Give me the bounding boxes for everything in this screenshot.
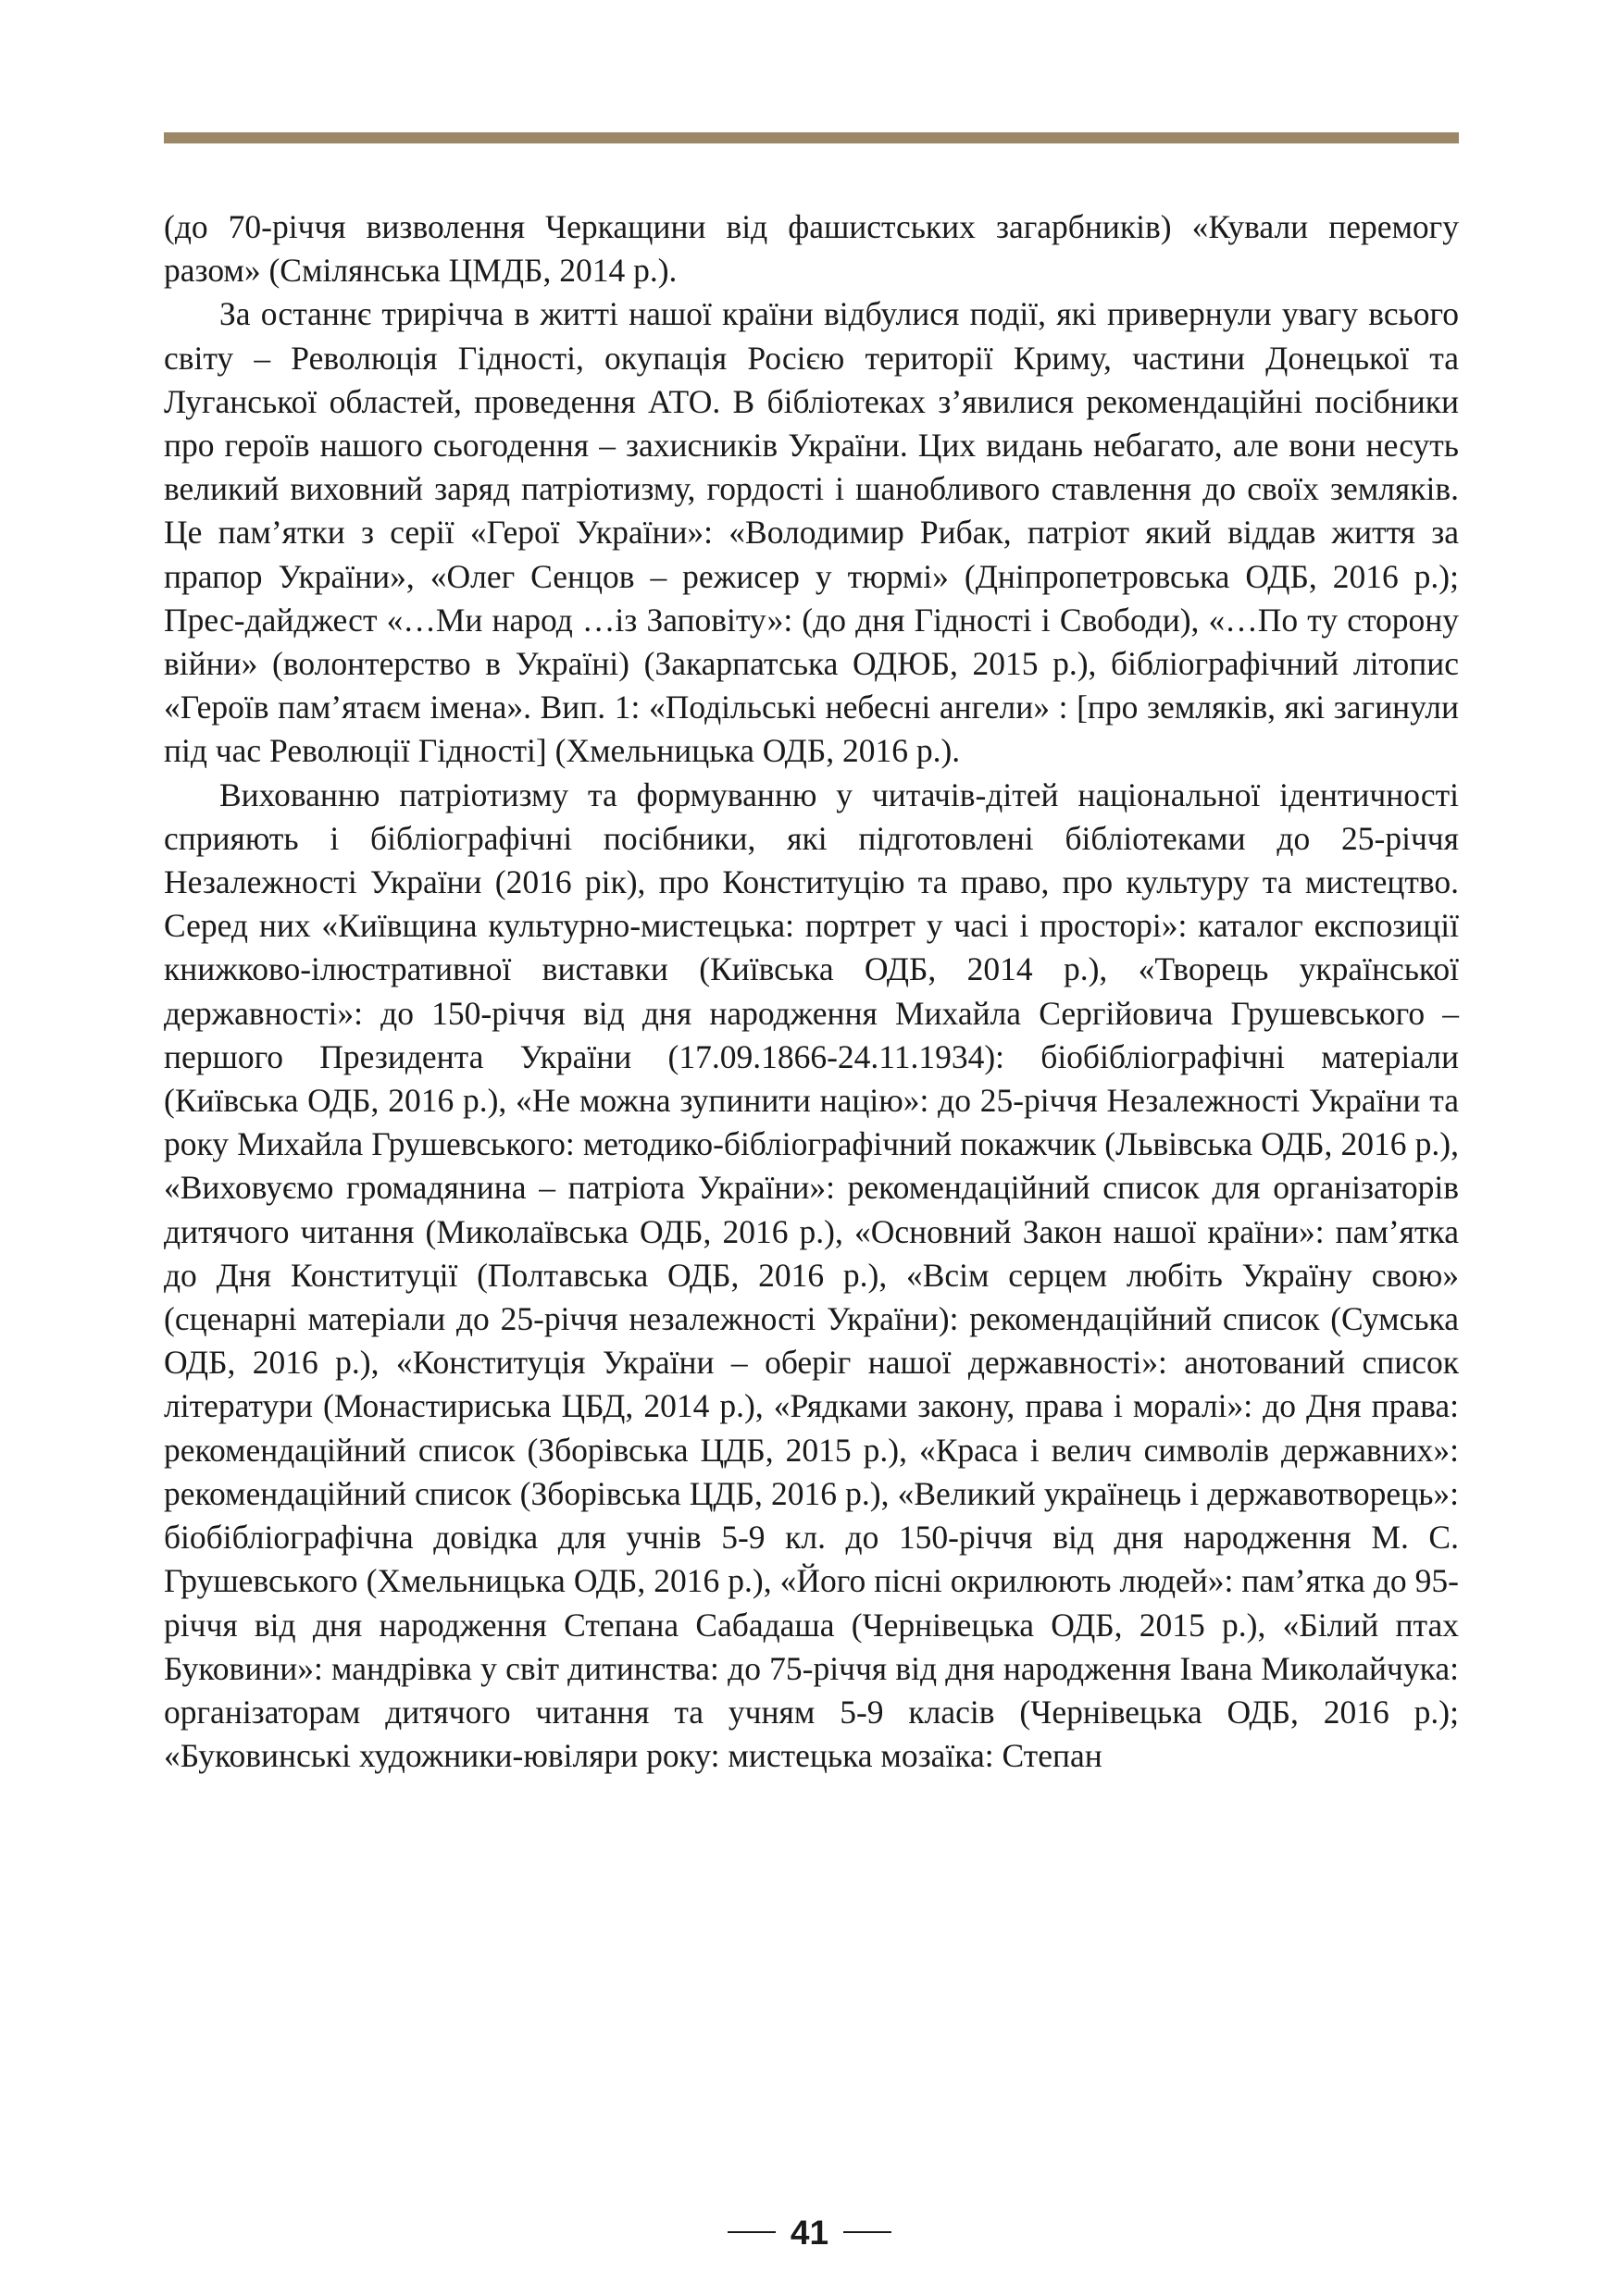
- body-text: [164, 205, 1459, 1778]
- footer-right-dash: [843, 2231, 891, 2233]
- page-number: 41: [790, 2213, 829, 2252]
- top-decorative-rule: [164, 132, 1459, 143]
- page-footer: [0, 2204, 1619, 2260]
- paragraph-patriotism: Вихованню патріотизму та формуванню у читачів-дітей національної ідентичності сприяють і бібліографічні посібники, які підготовлені бібліотеками до 25-річчя Незалежності України (2016 рік), про Конституцію та право, про культуру та мистецтво. Серед них «Київщина культурно-мистецька: портрет у часі і просторі»: каталог експозиції книжково-ілюстративної виставки (Київська ОДБ, 2014 р.), «Творець української державності»: до 150-річчя від дня народження Михайла Сергійовича Грушевського – першого Президента України (17.09.1866-24.11.1934): біобібліографічні матеріали (Київська ОДБ, 2016 р.), «Не можна зупинити націю»: до 25-річчя Незалежності України та року Михайла Грушевського: методико-бібліографічний покажчик (Львівська ОДБ, 2016 р.), «Виховуємо громадянина – патріота України»: рекомендаційний список для організаторів дитячого читання (Миколаївська ОДБ, 2016 р.), «Основний Закон нашої країни»: пам’ятка до Дня Конституції (Полтавська ОДБ, 2016 р.), «Всім серцем любіть Україну свою» (сценарні матеріали до 25-річчя незалежності України): рекомендаційний список (Сумська ОДБ, 2016 р.), «Конституція України – оберіг нашої державності»: анотований список літератури (Монастириська ЦБД, 2014 р.), «Рядками закону, права і моралі»: до Дня права: рекомендаційний список (Зборівська ЦДБ, 2015 р.), «Краса і велич символів державних»: рекомендаційний список (Зборівська ЦДБ, 2016 р.), «Великий українець і державотворець»: біобібліографічна довідка для учнів 5-9 кл. до 150-річчя від дня народження М. С. Грушевського (Хмельницька ОДБ, 2016 р.), «Його пісні окрилюють людей»: пам’ятка до 95-річчя від дня народження Степана Сабадаша (Чернівецька ОДБ, 2015 р.), «Білий птах Буковини»: мандрівка у світ дитинства: до 75-річчя від дня народження Івана Миколайчука: організаторам дитячого читання та учням 5-9 класів (Чернівецька ОДБ, 2016 р.); «Буковинські художники-ювіляри року: мистецька мозаїка: Степан: [164, 776, 1459, 1775]
- paragraph-heroes: За останнє трирічча в житті нашої країни відбулися події, які привернули увагу всього світу – Революція Гідності, окупація Росією території Криму, частини Донецької та Луганської областей, проведення АТО. В бібліотеках з’явилися рекомендаційні посібники про героїв нашого сьогодення – захисників України. Цих видань небагато, але вони несуть великий виховний заряд патріотизму, гордості і шанобливого ставлення до своїх земляків. Це пам’ятки з серії «Герої України»: «Володимир Рибак, патріот який віддав життя за прапор України», «Олег Сенцов – режисер у тюрмі» (Дніпропетровська ОДБ, 2016 р.); Прес-дайджест «…Ми народ …із Заповіту»: (до дня Гідності і Свободи), «…По ту сторону війни» (волонтерство в Україні) (Закарпатська ОДЮБ, 2015 р.), бібліографічний літопис «Героїв пам’ятаєм імена». Вип. 1: «Подільські небесні ангели» : [про земляків, які загинули під час Революції Гідності] (Хмельницька ОДБ, 2016 р.).: [164, 295, 1459, 770]
- footer-left-dash: [728, 2231, 776, 2233]
- paragraph-continuation: (до 70-річчя визволення Черкащини від фашистських загарбників) «Кували перемогу разом» (Смілянська ЦМДБ, 2014 р.).: [164, 208, 1459, 290]
